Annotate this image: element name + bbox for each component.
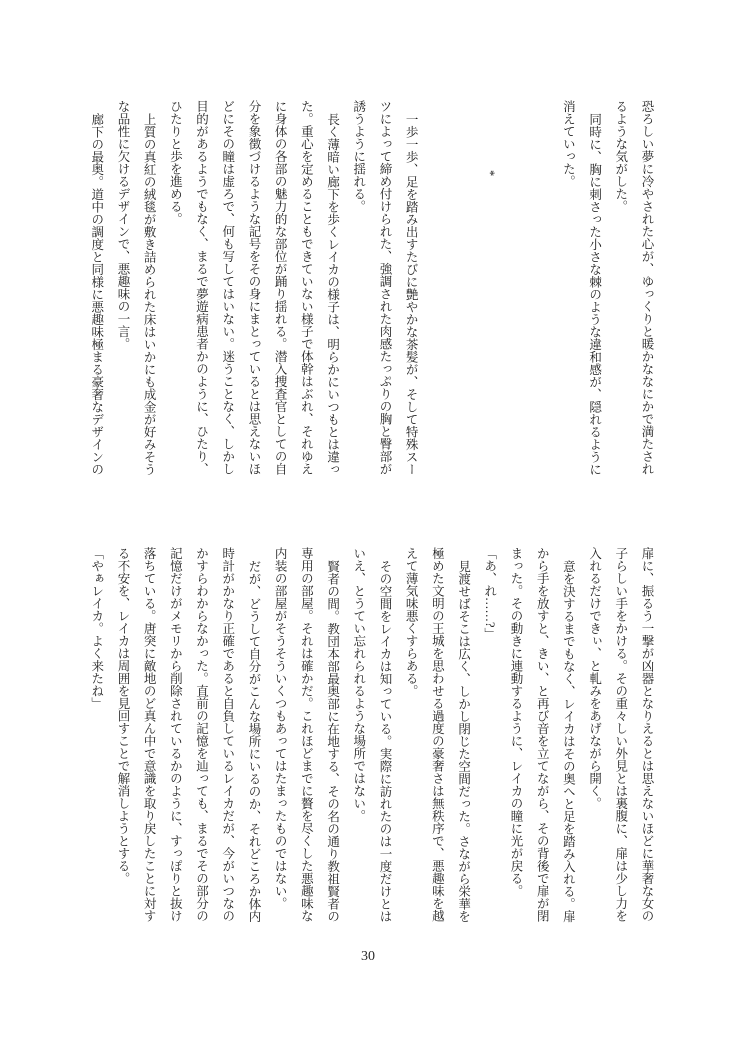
text-line: 落ちている。唐突に敵地のど真ん中で意識を取り戻したことに対す (142, 547, 157, 922)
page-number: 30 (361, 949, 375, 964)
text-line: 長く薄暗い廊下を歩くレイカの様子は、明らかにいつもとは違っ (325, 113, 340, 476)
text-line: 内装の部屋がそうそういくつもあってはたまったものではない。 (273, 547, 288, 910)
text-line: 恐ろしい夢に冷やされた心が、ゆっくりと暖かななにかで満たされ (640, 100, 654, 475)
text-line: 一歩一歩、足を踏み出すたびに艶やかな茶髪が、そして特殊スー (404, 113, 419, 476)
text-line: 極めた文明の王城を思わせる過度の豪奢さは無秩序で、悪趣味を越 (430, 547, 445, 922)
blank-line (424, 100, 450, 477)
text-line: かすらわからなかった。直前の記憶を辿っても、まるでその部分の (194, 547, 209, 922)
text-line: 記憶だけがメモリから削除されているかのように、すっぽりと抜け (168, 547, 183, 922)
text-line: 目的があるようでもなく、まるで夢遊病患者かのように、ひたり、 (194, 100, 209, 475)
scene-break-line: * (482, 170, 497, 177)
text-line: 誘うように揺れる。 (351, 100, 366, 213)
text-line: 時計がかなり正確であると自負しているレイカだが、今がいつなの (220, 547, 235, 922)
text-line: 子らしい手をかける。その重々しい外見とは裏腹に、扉は少し力を (613, 547, 628, 922)
text-line: から手を放すと、きい、と再び音を立てながら、その背後で扉が閉 (535, 547, 550, 922)
text-line: に身体の各部の魅力的な部位が踊り揺れる。潜入捜査官としての自 (273, 100, 288, 475)
text-line: 賢者の間。教団本部最奥部に在地する、その名の通り教祖賢者の (325, 560, 340, 923)
text-line: 入れるだけできぃ、と軋みをあげながら開く。 (587, 547, 602, 810)
text-line: 上質の真紅の絨毯が敷き詰められた床はいかにも成金が好みそう (142, 113, 157, 476)
text-line: まった。その動きに連動するように、レイカの瞳に光が戻る。 (508, 547, 523, 897)
text-line: 「やぁレイカ。よく来たね」 (89, 547, 104, 710)
blank-line (450, 100, 476, 477)
text-line: た。重心を定めることもできていない様子で体幹はぶれ、それゆえ (299, 100, 314, 475)
text-line: 分を象徴づけるような記号をその身にまとっているとは思えないほ (246, 100, 261, 475)
text-line: ひたりと歩を進める。 (168, 100, 183, 225)
text-line: 「あ、れ……?」 (482, 547, 497, 641)
text-line: 扉に、振るう一撃が凶器となりえるとは思えないほどに華奢な女の (640, 547, 654, 922)
text-line: 廊下の最奥。道中の調度と同様に悪趣味極まる豪奢なデザインの (89, 113, 104, 476)
text-line: 専用の部屋。それは確かだ。これほどまでに贅を尽くした悪趣味な (299, 547, 314, 922)
text-line: えて薄気味悪くすらある。 (404, 547, 419, 697)
text-line: るような気がした。 (613, 100, 628, 213)
text-band-bottom (82, 547, 660, 924)
text-line: どにその瞳は虚ろで、何も写してはいない。迷うことなく、しかし (220, 100, 235, 475)
text-line: 意を決するまでもなく、レイカはその奥へと足を踏み入れる。扉 (561, 560, 576, 923)
text-line: 消えていった。 (561, 100, 576, 188)
blank-line (503, 100, 529, 477)
blank-line (529, 100, 555, 477)
text-line: いえ、とうてい忘れられるような場所ではない。 (351, 547, 366, 822)
text-line: その空間をレイカは知っている。実際に訪れたのは一度だけとは (377, 560, 392, 923)
text-band-top (82, 100, 660, 477)
text-line: だが、どうして自分がこんな場所にいるのか、それどころか体内 (246, 560, 261, 923)
text-line: る不安を、レイカは周囲を見回すことで解消しようとする。 (115, 547, 130, 885)
text-line: 同時に、胸に刺さった小さな棘のような違和感が、隠れるように (587, 113, 602, 476)
text-line: な品性に欠けるデザインで、悪趣味の一言。 (115, 100, 130, 350)
text-line: ツによって締め付けられた、強調された肉感たっぷりの胸と臀部が (377, 100, 392, 475)
text-line: 見渡せばそこは広く、しかし閉じた空間だった。さながら栄華を (456, 560, 471, 923)
